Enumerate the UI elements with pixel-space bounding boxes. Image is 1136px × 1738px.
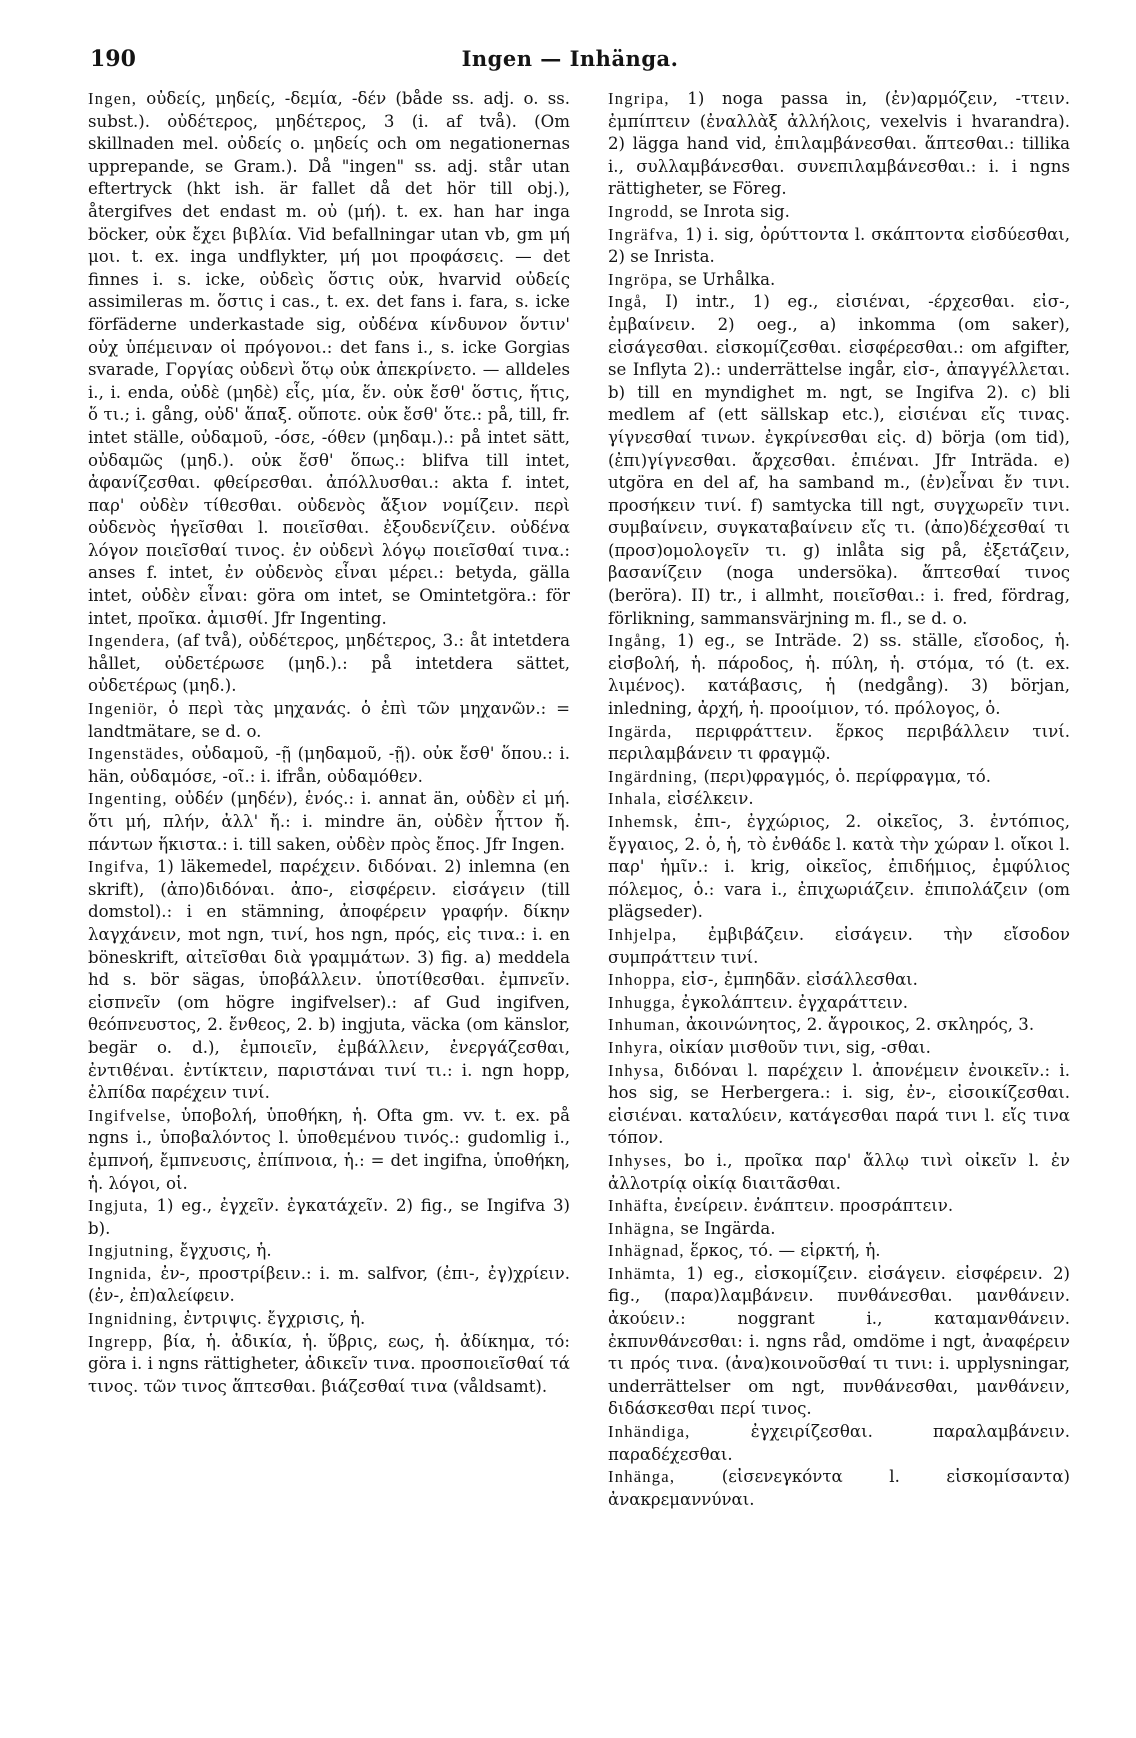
- entry-headword: Inhyra,: [608, 1037, 664, 1057]
- entry-headword: Inhemsk,: [608, 812, 679, 831]
- entry-headword: Inhägnad,: [608, 1241, 685, 1261]
- dictionary-entry: [88, 1240, 570, 1263]
- dictionary-entry: [608, 766, 1070, 789]
- dictionary-entry: [88, 1263, 570, 1308]
- entry-headword: Ingjuta,: [88, 1196, 149, 1216]
- dictionary-entry: [608, 1421, 1070, 1466]
- dictionary-entry: [88, 1308, 570, 1331]
- entry-definition: 1) eg., se Inträde. 2) ss. ställe, εἴσοδος, ἡ. εἰσβολή, ἡ. πάροδος, ἡ. πύλη, ἡ. στόμα, τό (t. ex. λιμένος). κατάβασις, ἡ (nedgång). 3) början, inledning, ἀρχή, ἡ. προοίμιον, τό. πρόλογος, ὁ.: [608, 631, 1070, 719]
- entry-headword: Inhala,: [608, 789, 663, 809]
- entry-headword: Ingärdning,: [608, 766, 699, 786]
- dictionary-entry: [88, 1331, 570, 1399]
- entry-definition: I) intr., 1) eg., εἰσιέναι, -έρχεσθαι. εἰσ-, ἐμβαίνειν. 2) oeg., a) inkomma (om saker), εἰσάγεσθαι. εἰσκομίζεσθαι. εἰσφέρεσθαι.: om afgifter, se Inflyta 2).: underrättelse ingår, εἰσ-, ἀπαγγέλλεται. b) till en myndighet m. ngt, se Ingifva 2). c) bli medlem af (ett sällskap etc.), εἰσιέναι εἴς τινας. γίγνεσθαί τινων. ἐγκρίνεσθαι εἰς. d) börja (om tid), (ἐπι)γίγνεσθαι. ἄρχεσθαι. ἐπιέναι. Jfr Inträda. e) utgöra en del af, ha samband m., (ἐν)εἶναι ἔν τινι. προσήκειν τινί. f) samtycka till ngt, συγχωρεῖν τινι. συμβαίνειν, συγκαταβαίνειν εἴς τι. (ἀπο)δέχεσθαί τι (προσ)ομολογεῖν τι. g) inlåta sig på, ἐξετάζειν, βασανίζειν (noga undersöka). ἅπτεσθαί τινος (beröra). II) tr., i allmht, ποιεῖσθαι.: i. fred, fördrag, förlikning, sammansvärjning m. fl., se d. o.: [608, 292, 1070, 628]
- entry-headword: Ingång,: [608, 631, 667, 651]
- entry-headword: Ingen,: [88, 89, 138, 108]
- entry-definition: εἰσέλκειν.: [662, 789, 754, 809]
- entry-definition: ὁ περὶ τὰς μηχανάς. ὁ ἐπὶ τῶν μηχανῶν.: = landtmätare, se d. o.: [88, 699, 570, 741]
- entry-headword: Ingendera,: [88, 631, 171, 651]
- entry-headword: Inhändiga,: [608, 1422, 691, 1442]
- dictionary-entry: [88, 788, 570, 856]
- dictionary-entry: [88, 1195, 570, 1240]
- entry-definition: ἐγχειρίζεσθαι. παραλαμβάνειν. παραδέχεσθαι.: [608, 1422, 1070, 1464]
- entry-headword: Inhämta,: [608, 1263, 677, 1283]
- entry-definition: (εἰσενεγκόντα l. εἰσκομίσαντα) ἀνακρεμαννύναι.: [608, 1467, 1070, 1509]
- dictionary-entry: [608, 1060, 1070, 1150]
- entry-headword: Ingripa,: [608, 89, 670, 108]
- entry-headword: Inhugga,: [608, 992, 677, 1012]
- entry-headword: Ingräfva,: [608, 224, 680, 244]
- entry-definition: βία, ἡ. ἀδικία, ἡ. ὕβρις, εως, ἡ. ἀδίκημα, τό: göra i. i ngns rättigheter, ἀδικεῖν τινα. προσποιεῖσθαί τά τινος. τῶν τινος ἅπτεσθαι. βιάζεσθαί τινα (våldsamt).: [88, 1331, 570, 1396]
- dictionary-entry: [608, 269, 1070, 292]
- dictionary-entry: [608, 1240, 1070, 1263]
- entry-headword: Ingeniör,: [88, 699, 159, 719]
- entry-headword: Ingenting,: [88, 789, 168, 809]
- dictionary-entry: [608, 1150, 1070, 1195]
- page-header: [90, 46, 1050, 76]
- entry-definition: οὐδέν (μηδέν), ἑνός.: i. annat än, οὐδὲν εἰ μή. ὅτι μή, πλήν, ἀλλ' ἤ.: i. mindre än, οὐδὲν ἧττον ἤ. πάντων ἥκιστα.: i. till saken, οὐδὲν πρὸς ἔπος. Jfr Ingen.: [88, 789, 570, 854]
- entry-headword: Inhägna,: [608, 1218, 676, 1238]
- dictionary-entry: [608, 1014, 1070, 1037]
- entry-headword: Ingrepp,: [88, 1331, 154, 1351]
- entry-headword: Ingå,: [608, 292, 648, 312]
- entry-definition: οὐδαμοῦ, -ῇ (μηδαμοῦ, -ῇ). οὐκ ἔσθ' ὅπου.: i. hän, οὐδαμόσε, -οῖ.: i. ifrån, οὐδαμόθεν.: [88, 744, 570, 786]
- dictionary-entry: [608, 224, 1070, 269]
- entry-definition: se Ingärda.: [675, 1218, 776, 1238]
- entry-definition: ἕρκος, τό. — εἱρκτή, ἡ.: [684, 1241, 881, 1261]
- dictionary-entry: [608, 992, 1070, 1015]
- dictionary-entry: [608, 291, 1070, 630]
- entry-definition: ἐμβιβάζειν. εἰσάγειν. τὴν εἴσοδον συμπράττειν τινί.: [608, 924, 1070, 967]
- entry-definition: 1) eg., εἰσκομίζειν. εἰσάγειν. εἰσφέρειν. 2) fig., (παρα)λαμβάνειν. πυνθάνεσθαι. μανθάνειν. ἀκούειν.: noggrant i., καταμανθάνειν. ἐκπυνθάνεσθαι: i. ngns råd, omdöme i ngt, ἀναφέρειν τι πρός τινα. (ἀνα)κοινοῦσθαί τι τινι: i. upplysningar, underrättelser om ngt, πυνθάνεσθαι, μανθάνειν, διδάσκεσθαι περί τινος.: [608, 1263, 1070, 1419]
- entry-headword: Inhuman,: [608, 1015, 681, 1035]
- dictionary-entry: [608, 1263, 1070, 1421]
- page-number: 190: [90, 46, 136, 72]
- dictionary-entry: [608, 201, 1070, 224]
- entry-headword: Inhjelpa,: [608, 924, 678, 944]
- entry-definition: περιφράττειν. ἕρκος περιβάλλειν τινί. περιλαμβάνειν τι φραγμῷ.: [608, 721, 1070, 764]
- entry-definition: οἰκίαν μισθοῦν τινι, sig, -σθαι.: [663, 1037, 931, 1057]
- entry-definition: εἰσ-, ἐμπηδᾶν. εἰσάλλεσθαι.: [676, 970, 918, 990]
- dictionary-entry: [88, 88, 570, 630]
- entry-headword: Ingenstädes,: [88, 744, 185, 764]
- entry-definition: 1) eg., ἐγχεῖν. ἐγκατάχεῖν. 2) fig., se Ingifva 3) b).: [88, 1196, 570, 1238]
- entry-definition: se Inrota sig.: [674, 201, 790, 221]
- entry-definition: ἐπι-, ἐγχώριος, 2. οἰκεῖος, 3. ἐντόπιος, ἔγγαιος, 2. ὁ, ἡ, τὸ ἐνθάδε l. κατὰ τὴν χώραν l. οἴκοι l. παρ' ἡμῖν.: i. krig, οἰκεῖος, ἐπιδήμιος, ἐμφύλιος πόλεμος, ὁ.: vara i., ἐπιχωριάζειν. ἐπιπολάζειν (om plägseder).: [608, 812, 1070, 922]
- entry-headword: Ingrodd,: [608, 201, 675, 221]
- dictionary-entry: [608, 1466, 1070, 1511]
- entry-headword: Inhoppa,: [608, 970, 677, 990]
- right-column: [608, 88, 1070, 1718]
- dictionary-entry: [88, 698, 570, 743]
- dictionary-entry: [608, 811, 1070, 924]
- entry-definition: διδόναι l. παρέχειν l. ἀπονέμειν ἐνοικεῖν.: i. hos sig, se Herbergera.: i. sig, ἐν-, εἰσοικίζεσθαι. εἰσιέναι. καταλύειν, κατάγεσθαι παρά τινι l. εἴς τινα τόπον.: [608, 1060, 1070, 1148]
- entry-definition: ἐγκολάπτειν. ἐγχαράττειν.: [676, 992, 908, 1012]
- dictionary-entry: [608, 630, 1070, 720]
- left-column: [88, 88, 570, 1718]
- entry-definition: 1) i. sig, ὀρύττοντα l. σκάπτοντα εἰσδύεσθαι, 2) se Inrista.: [608, 224, 1070, 267]
- entry-definition: se Urhålka.: [673, 269, 776, 289]
- entry-headword: Inhäfta,: [608, 1196, 669, 1216]
- entry-headword: Inhyses,: [608, 1150, 673, 1170]
- dictionary-entry: [608, 88, 1070, 201]
- entry-headword: Ingjutning,: [88, 1241, 175, 1261]
- entry-definition: bo i., προῖκα παρ' ἄλλῳ τινὶ οἰκεῖν l. ἐν ἀλλοτρίᾳ οἰκίᾳ διαιτᾶσθαι.: [608, 1150, 1070, 1193]
- running-head: Ingen — Inhänga.: [461, 46, 679, 71]
- dictionary-entry: [608, 788, 1070, 811]
- entry-headword: Ingröpa,: [608, 269, 674, 289]
- entry-headword: Ingärda,: [608, 721, 673, 741]
- entry-definition: ὑποβολή, ὑποθήκη, ἡ. Ofta gm. vv. t. ex. på ngns i., ὑποβαλόντος l. ὑποθεμένου τινός.: gudomlig i., ἐμπνοή, ἔμπνευσις, ἐπίπνοια, ἡ.: = det ingifna, ὑποθήκη, ἡ. λόγοι, οἱ.: [88, 1105, 570, 1193]
- entry-definition: ἀκοινώνητος, 2. ἄγροικος, 2. σκληρός, 3.: [680, 1015, 1035, 1035]
- entry-definition: ἔγχυσις, ἡ.: [174, 1241, 272, 1261]
- entry-definition: (af två), οὐδέτερος, μηδέτερος, 3.: åt intetdera hållet, οὐδετέρωσε (μηδ.).: på intetdera sättet, οὐδετέρως (μηδ.).: [88, 631, 570, 696]
- entry-headword: Ingifva,: [88, 857, 150, 877]
- dictionary-entry: [608, 969, 1070, 992]
- entry-definition: ἐν-, προστρίβειν.: i. m. salfvor, (ἐπι-, ἐγ)χρίειν. (ἐν-, ἐπ)αλείφειν.: [88, 1263, 570, 1306]
- entry-definition: (περι)φραγμός, ὁ. περίφραγμα, τό.: [698, 766, 992, 786]
- dictionary-entry: [608, 924, 1070, 969]
- dictionary-entry: [608, 1037, 1070, 1060]
- entry-headword: Inhysa,: [608, 1060, 665, 1080]
- dictionary-entry: [88, 743, 570, 788]
- dictionary-entry: [608, 721, 1070, 766]
- dictionary-entry: [88, 1105, 570, 1195]
- entry-definition: ἐντριψις. ἔγχρισις, ἡ.: [178, 1309, 366, 1329]
- entry-definition: ἐνείρειν. ἐνάπτειν. προσράπτειν.: [668, 1196, 954, 1216]
- entry-headword: Ingifvelse,: [88, 1105, 172, 1125]
- entry-headword: Ingnidning,: [88, 1309, 179, 1329]
- dictionary-entry: [88, 856, 570, 1105]
- entry-definition: 1) läkemedel, παρέχειν. διδόναι. 2) inlemna (en skrift), (ἀπο)διδόναι. ἀπο-, εἰσφέρειν. εἰσάγειν (till domstol).: i en stämning, ἀποφέρειν γραφήν. δίκην λαγχάνειν, mot ngn, τινί, hos ngn, πρός, εἰς τινα.: i. en böneskrift, αἰτεῖσθαι διὰ γραμμάτων. 3) fig. a) meddela hd s. bör sägas, ὑποβάλλειν. ὑποτίθεσθαι. ἐμπνεῖν. εἰσπνεῖν (om högre ingifvelser).: af Gud ingifven, θεόπνευστος, 2. ἔνθεος, 2. b) ingjuta, väcka (om känslor, begär o. d.), ἐμποιεῖν, ἐμβάλλειν, ἐνεργάζεσθαι, ἐντιθέναι. ἐντίκτειν, παριστάναι τινί τι.: i. ngn hopp, ἐλπίδα παρέχειν τινί.: [88, 857, 570, 1103]
- dictionary-entry: [608, 1218, 1070, 1241]
- entry-headword: Inhänga,: [608, 1467, 676, 1487]
- dictionary-entry: [608, 1195, 1070, 1218]
- entry-definition: 1) noga passa in, (ἐν)αρμόζειν, -ττειν. ἐμπίπτειν (ἐναλλὰξ ἀλλήλοις, vexelvis i hvarandra). 2) lägga hand vid, ἐπιλαμβάνεσθαι. ἅπτεσθαι.: tillika i., συλλαμβάνεσθαι. συνεπιλαμβάνεσθαι.: i. i ngns rättigheter, se Föreg.: [608, 89, 1070, 199]
- entry-definition: οὐδείς, μηδείς, -δεμία, -δέν (både ss. adj. o. ss. subst.). οὐδέτερος, μηδέτερος, 3 (i. af två). (Om skillnaden mel. οὐδείς o. μηδείς och om negationernas upprepande, se Gram.). Då "ingen" ss. adj. står utan eftertryck (hkt ish. är fallet då det hör till obj.), återgifves det endast m. οὐ (μή). t. ex. han har inga böcker, οὐκ ἔχει βιβλία. Vid befallningar utan vb, gm μή μοι. t. ex. inga undflykter, μή μοι προφάσεις. — det finnes i. s. icke, οὐδεὶς ὅστις οὐκ, hvarvid οὐδείς assimileras m. ὅστις i cas., t. ex. det fans i. fara, s. icke förfäderne underkastade sig, οὐδένα κίνδυνον ὅντιν' οὐχ ὑπέμειναν οἱ πρόγονοι.: det fans i., s. icke Gorgias svarade, Γοργίας οὐδενὶ ὅτῳ οὐκ ἀπεκρίνετο. — alldeles i., i. enda, οὐδὲ (μηδὲ) εἷς, μία, ἕν. οὐκ ἔσθ' ὅστις, ἥτις, ὅ τι.; i. gång, οὐδ' ἅπαξ. οὔποτε. οὐκ ἔσθ' ὅτε.: på, till, fr. intet ställe, οὐδαμοῦ, -όσε, -όθεν (μηδαμ.).: på intet sätt, οὐδαμῶς (μηδ.). οὐκ ἔσθ' ὅπως.: blifva till intet, ἀφανίζεσθαι. φθείρεσθαι. ἀπόλλυσθαι.: akta f. intet, παρ' οὐδὲν τίθεσθαι. οὐδενὸς ἄξιον νομίζειν. περὶ οὐδενὸς ἡγεῖσθαι l. ποιεῖσθαι. ἐξουδενίζειν. οὐδένα λόγον ποιεῖσθαί τινος. ἐν οὐδενὶ λόγῳ ποιεῖσθαί τινα.: anses f. intet, ἐν οὐδενὸς εἶναι μέρει.: betyda, gälla intet, οὐδὲν εἶναι: göra om intet, se Omintetgöra.: för intet, προῖκα. ἀμισθί. Jfr Ingenting.: [88, 89, 570, 628]
- entry-headword: Ingnida,: [88, 1263, 153, 1283]
- dictionary-entry: [88, 630, 570, 698]
